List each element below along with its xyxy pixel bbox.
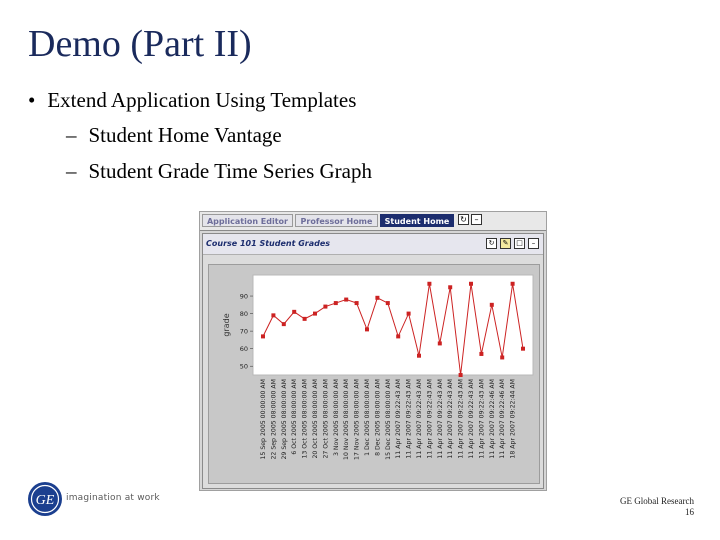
x-tick-label: 13 Oct 2005 08:00:00 AM (301, 379, 309, 459)
refresh-icon[interactable]: ↻ (486, 238, 497, 249)
bullet-glyph: – (66, 159, 77, 183)
chart-svg (209, 265, 539, 483)
x-tick-label: 27 Oct 2005 08:00:00 AM (322, 379, 330, 459)
bullet-glyph: – (66, 123, 77, 147)
logo-text: GE (35, 493, 55, 508)
maximize-icon[interactable]: □ (514, 238, 525, 249)
data-point (511, 282, 515, 286)
x-tick-label: 20 Oct 2005 08:00:00 AM (312, 379, 319, 459)
x-tick-label: 11 Apr 2007 09:22:43 AM (436, 379, 444, 459)
x-tick-label: 11 Apr 2007 09:22:43 AM (416, 379, 423, 459)
data-point (438, 341, 442, 345)
x-tick-label: 18 Apr 2007 09:22:44 AM (509, 379, 517, 459)
tab-application-editor[interactable]: Application Editor (202, 214, 293, 227)
bullet-text: Extend Application Using Templates (47, 88, 357, 112)
x-tick-label: 29 Sep 2005 08:00:00 AM (280, 379, 288, 460)
grades-chart (208, 264, 540, 484)
data-point (313, 312, 317, 316)
x-tick-label: 3 Nov 2005 08:00:00 AM (332, 379, 340, 456)
y-tick-label: 50 (239, 362, 248, 371)
data-point (292, 310, 296, 314)
x-tick-label: 11 Apr 2007 09:22:43 AM (478, 379, 486, 459)
tab-bar (200, 212, 546, 231)
organization-name: GE Global Research (620, 496, 694, 506)
y-tick-label: 60 (239, 345, 248, 354)
app-screenshot (199, 211, 547, 491)
portlet-title: Course 101 Student Grades (206, 239, 331, 248)
data-point (396, 334, 400, 338)
bullet-text: Student Home Vantage (88, 123, 282, 147)
data-point (303, 317, 307, 321)
footer-info (620, 496, 694, 518)
data-point (282, 322, 286, 326)
student-grades-portlet (202, 233, 544, 489)
data-point (407, 312, 411, 316)
data-point (521, 347, 525, 351)
x-tick-label: 11 Apr 2007 09:22:43 AM (468, 379, 475, 459)
x-tick-label: 11 Apr 2007 09:22:43 AM (426, 379, 434, 459)
x-tick-label: 15 Sep 2005 00:00:00 AM (260, 379, 267, 460)
slide-title: Demo (Part II) (28, 23, 252, 65)
data-point (490, 303, 494, 307)
x-tick-label: 11 Apr 2007 09:22:43 AM (395, 379, 403, 459)
x-tick-label: 11 Apr 2007 09:22:46 AM (488, 379, 496, 459)
data-point (459, 373, 463, 377)
y-axis-label: grade (222, 313, 231, 337)
x-tick-label: 17 Nov 2005 08:00:00 AM (353, 379, 361, 460)
data-point (427, 282, 431, 286)
x-tick-label: 11 Apr 2007 09:22:43 AM (457, 379, 465, 459)
x-tick-label: 11 Apr 2007 09:22:43 AM (405, 379, 413, 459)
bullet-glyph: • (28, 88, 36, 112)
tagline: imagination at work (66, 493, 160, 503)
x-tick-label: 15 Dec 2005 08:00:00 AM (384, 379, 392, 460)
data-point (448, 285, 452, 289)
minimize-icon[interactable]: – (528, 238, 539, 249)
x-tick-label: 1 Dec 2005 08:00:00 AM (364, 379, 371, 456)
data-point (479, 352, 483, 356)
data-point (261, 334, 265, 338)
y-tick-label: 90 (239, 292, 248, 301)
data-point (334, 301, 338, 305)
refresh-icon[interactable]: ↻ (458, 214, 469, 225)
bullet-text: Student Grade Time Series Graph (88, 159, 372, 183)
data-point (323, 305, 327, 309)
tab-professor-home[interactable]: Professor Home (295, 214, 378, 227)
data-point (375, 296, 379, 300)
x-tick-label: 11 Apr 2007 09:22:43 AM (447, 379, 455, 459)
data-point (500, 355, 504, 359)
edit-icon[interactable]: ✎ (500, 238, 511, 249)
data-point (344, 298, 348, 302)
x-tick-label: 8 Dec 2005 08:00:00 AM (374, 379, 382, 456)
portlet-header (203, 234, 543, 255)
x-tick-label: 11 Apr 2007 09:22:46 AM (499, 379, 507, 459)
data-point (386, 301, 390, 305)
page-number: 16 (685, 507, 694, 517)
y-tick-label: 70 (239, 327, 248, 336)
data-point (355, 301, 359, 305)
data-point (271, 313, 275, 317)
tab-student-home[interactable]: Student Home (380, 214, 454, 227)
bullet-item (28, 88, 356, 113)
x-tick-label: 10 Nov 2005 08:00:00 AM (343, 379, 351, 460)
ge-logo (27, 481, 63, 517)
sub-bullet-item (66, 159, 372, 184)
plot-area (253, 275, 533, 375)
x-tick-label: 6 Oct 2005 08:00:00 AM (291, 379, 299, 455)
data-point (365, 327, 369, 331)
x-tick-label: 22 Sep 2005 08:00:00 AM (270, 379, 278, 460)
data-point (469, 282, 473, 286)
data-point (417, 354, 421, 358)
minimize-icon[interactable]: – (471, 214, 482, 225)
y-tick-label: 80 (239, 310, 248, 319)
sub-bullet-item (66, 123, 282, 148)
